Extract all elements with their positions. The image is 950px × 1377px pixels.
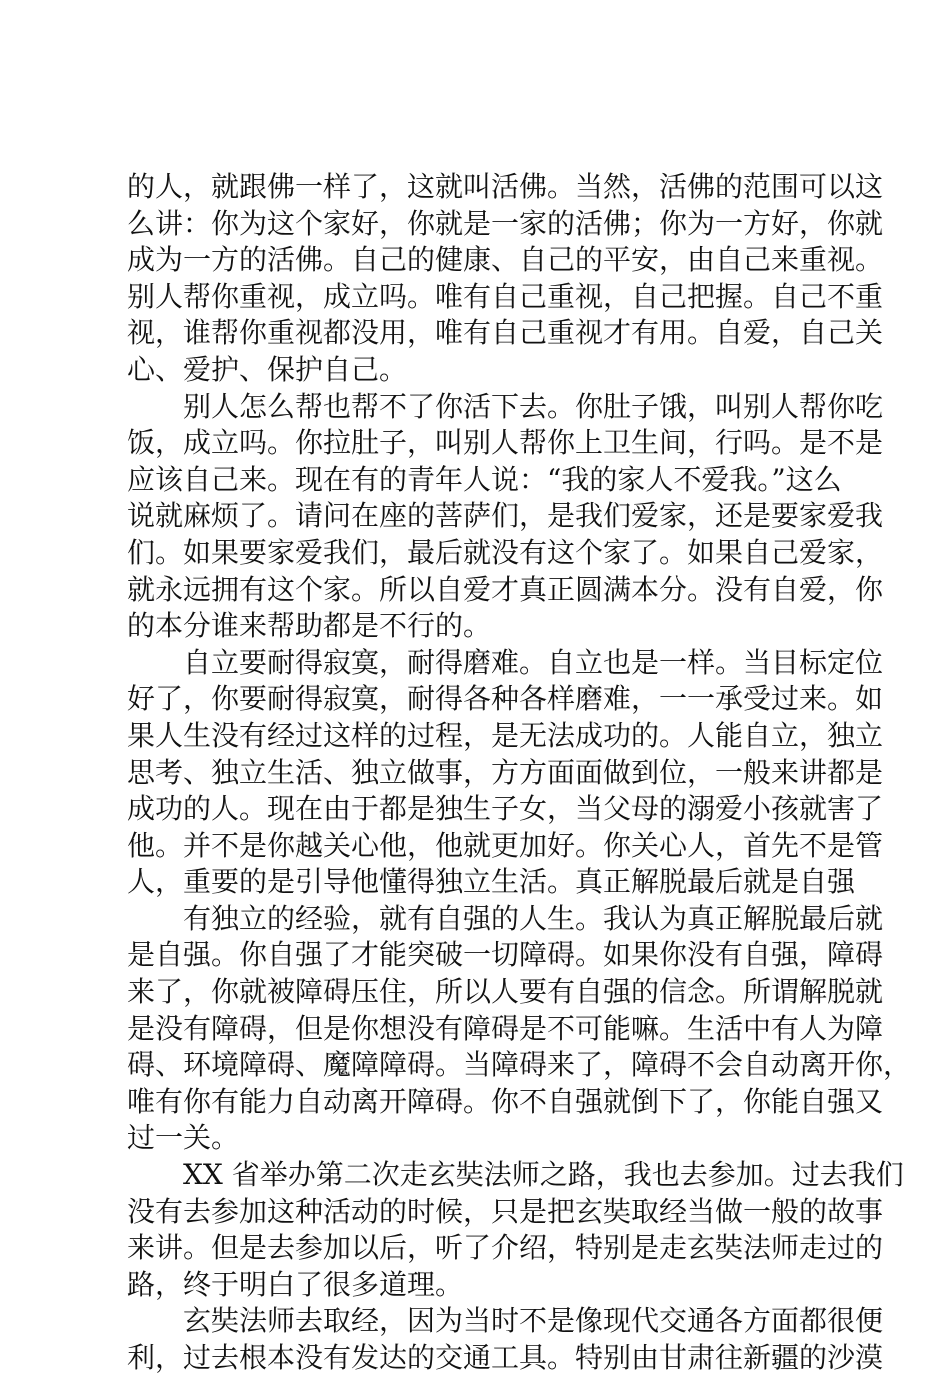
text-line: 就永远拥有这个家。所以自爱才真正圆满本分。没有自爱，你	[127, 572, 884, 606]
text-line: 人，重要的是引导他懂得独立生活。真正解脱最后就是自强	[127, 865, 856, 899]
paragraph-first-line: 自立要耐得寂寞，耐得磨难。自立也是一样。当目标定位	[183, 645, 884, 679]
text-line: 好了，你要耐得寂寞，耐得各种各样磨难，一一承受过来。如	[127, 682, 884, 716]
text-line: 是没有障碍，但是你想没有障碍是不可能嘛。生活中有人为障	[127, 1011, 884, 1045]
text-line: 视，谁帮你重视都没用，唯有自己重视才有用。自爱，自己关	[127, 316, 884, 350]
text-line: 的本分谁来帮助都是不行的。	[127, 609, 492, 643]
text-line: 来了，你就被障碍压住，所以人要有自强的信念。所谓解脱就	[127, 975, 884, 1009]
text-line: 利，过去根本没有发达的交通工具。特别由甘肃往新疆的沙漠	[127, 1341, 884, 1374]
text-line: 没有去参加这种活动的时候，只是把玄奘取经当做一般的故事	[127, 1194, 884, 1228]
paragraph-first-line: 玄奘法师去取经，因为当时不是像现代交通各方面都很便	[183, 1304, 884, 1338]
text-line: 唯有你有能力自动离开障碍。你不自强就倒下了，你能自强又	[127, 1084, 884, 1118]
text-line: 成功的人。现在由于都是独生子女，当父母的溺爱小孩就害了	[127, 792, 884, 826]
document-body	[127, 169, 912, 1377]
paragraph-first-line: 别人怎么帮也帮不了你活下去。你肚子饿，叫别人帮你吃	[183, 389, 884, 423]
text-line: 碍、环境障碍、魔障障碍。当障碍来了，障碍不会自动离开你，	[127, 1048, 912, 1082]
text-line: 们。如果要家爱我们，最后就没有这个家了。如果自己爱家，	[127, 535, 884, 569]
text-line: 来讲。但是去参加以后，听了介绍，特别是走玄奘法师走过的	[127, 1231, 884, 1265]
text-line: 他。并不是你越关心他，他就更加好。你关心人，首先不是管	[127, 828, 884, 862]
text-line: 说就麻烦了。请问在座的菩萨们，是我们爱家，还是要家爱我	[127, 499, 884, 533]
text-line: 果人生没有经过这样的过程，是无法成功的。人能自立，独立	[127, 718, 884, 752]
text-line: 应该自己来。现在有的青年人说：“我的家人不爱我。”这么	[127, 462, 842, 496]
text-line: 的人，就跟佛一样了，这就叫活佛。当然，活佛的范围可以这	[127, 170, 884, 203]
paragraph-first-line: XX 省举办第二次走玄奘法师之路，我也去参加。过去我们	[183, 1158, 904, 1192]
text-line: 过一关。	[127, 1121, 240, 1155]
text-line: 饭，成立吗。你拉肚子，叫别人帮你上卫生间，行吗。是不是	[127, 426, 884, 460]
paragraph-first-line: 有独立的经验，就有自强的人生。我认为真正解脱最后就	[183, 901, 884, 935]
text-line: 思考、独立生活、独立做事，方方面面做到位，一般来讲都是	[127, 755, 884, 789]
text-line: 别人帮你重视，成立吗。唯有自己重视，自己把握。自己不重	[127, 279, 884, 313]
text-line: 路，终于明白了很多道理。	[127, 1267, 464, 1301]
text-line: 成为一方的活佛。自己的健康、自己的平安，由自己来重视。	[127, 243, 884, 277]
text-line: 是自强。你自强了才能突破一切障碍。如果你没有自强，障碍	[127, 938, 884, 972]
text-line: 心、爱护、保护自己。	[127, 352, 408, 386]
text-line: 么讲：你为这个家好，你就是一家的活佛；你为一方好，你就	[127, 206, 884, 240]
